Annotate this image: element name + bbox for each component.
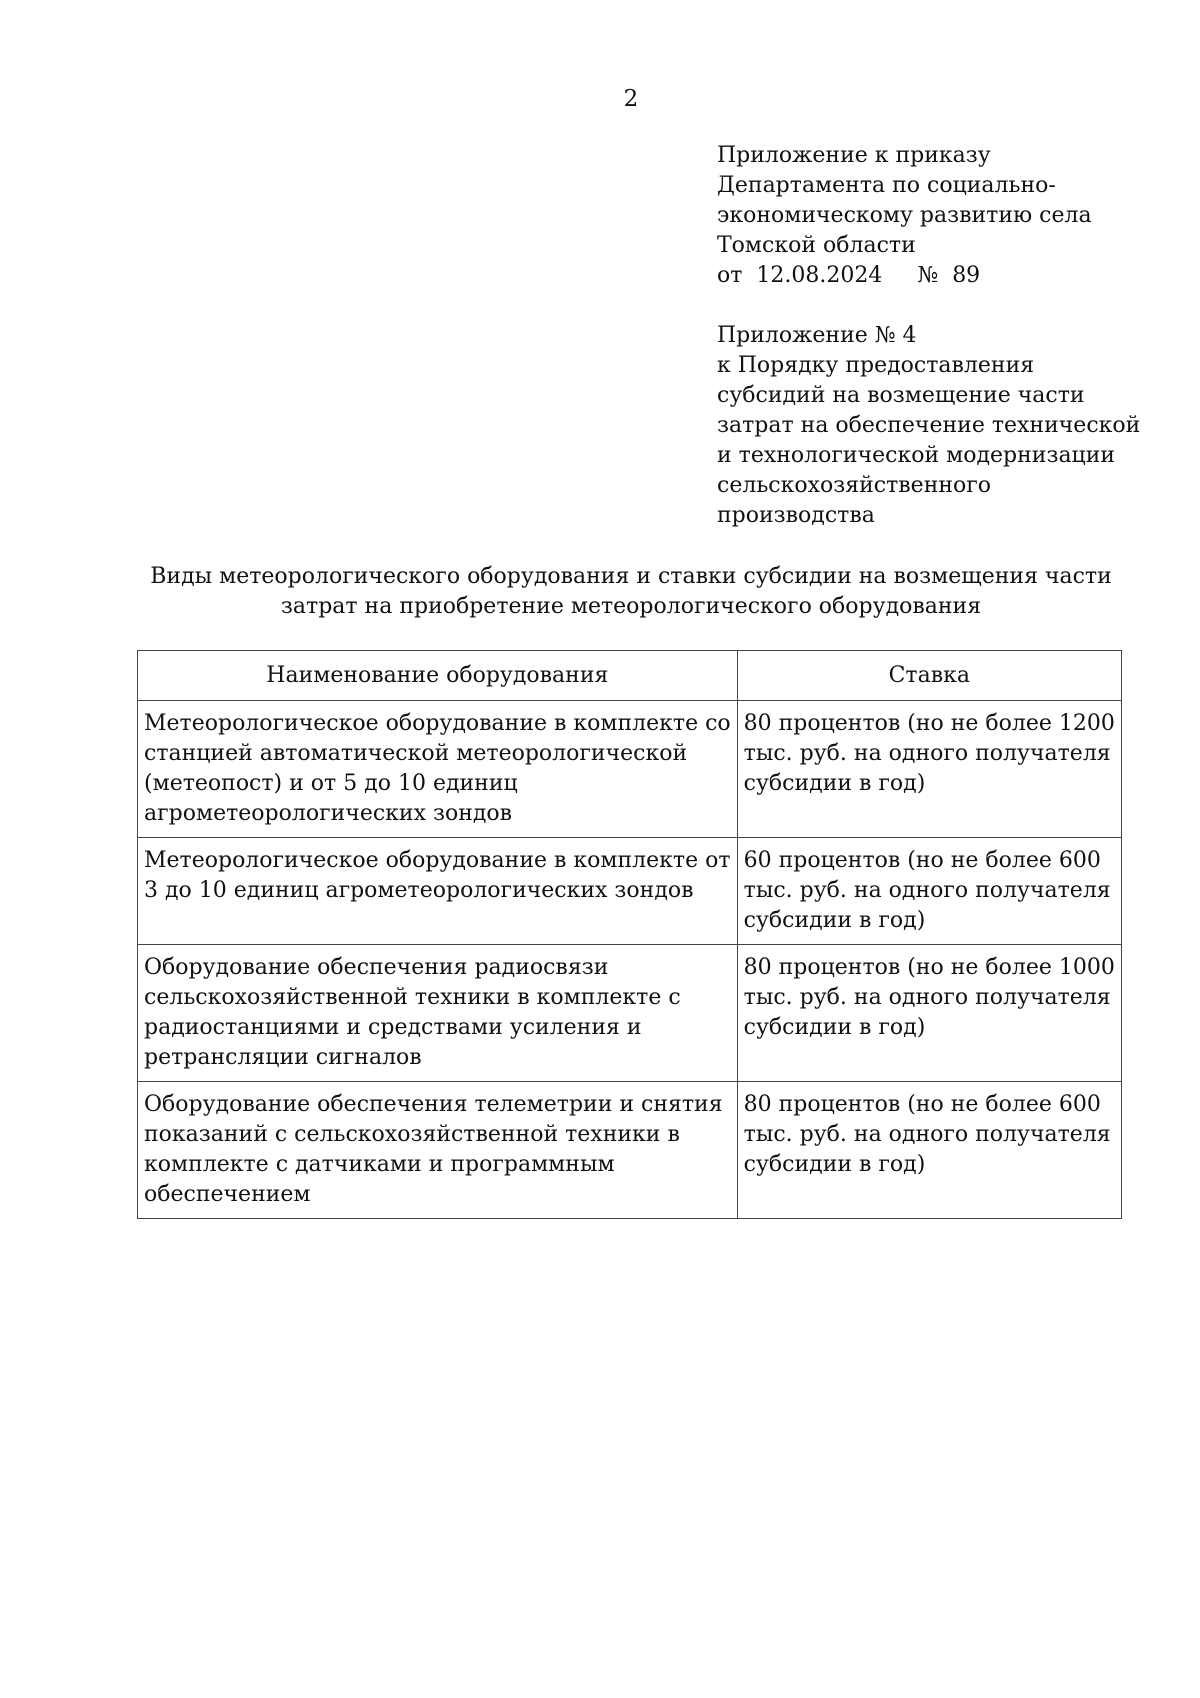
table-row — [138, 838, 1122, 945]
equipment-name-cell — [138, 701, 738, 838]
rate-cell — [737, 701, 1121, 838]
rate-cell — [737, 1082, 1121, 1219]
cell-line: 3 до 10 единиц агрометеорологических зондов — [144, 878, 694, 903]
cell-line: тыс. руб. на одного получателя — [743, 985, 1111, 1010]
appendix-line: субсидий на возмещение части — [717, 383, 1085, 408]
cell-line: ретрансляции сигналов — [144, 1045, 422, 1070]
cell-line: Оборудование обеспечения телеметрии и снятия — [144, 1092, 723, 1117]
cell-line: субсидии в год) — [743, 908, 926, 933]
order-number-sign: № — [917, 263, 939, 288]
table-row — [138, 1082, 1122, 1219]
cell-line: агрометеорологических зондов — [144, 801, 513, 826]
appendix-line: и технологической модернизации — [717, 443, 1116, 468]
cell-line: станцией автоматической метеорологической — [144, 741, 688, 766]
cell-line: комплекте с датчиками и программным — [144, 1152, 615, 1177]
appendix-line: Приложение № 4 — [717, 323, 917, 348]
cell-line: 80 процентов (но не более 1200 — [743, 711, 1115, 736]
table-row — [138, 701, 1122, 838]
appendix-line: к Порядку предоставления — [717, 353, 1035, 378]
appendix-block — [717, 321, 1187, 531]
appendix-line: производства — [717, 503, 875, 528]
title-line: затрат на приобретение метеорологического оборудования — [280, 594, 982, 619]
order-attachment-line: экономическому развитию села — [717, 203, 1092, 228]
cell-line: обеспечением — [144, 1182, 311, 1207]
table-row — [138, 945, 1122, 1082]
title-line: Виды метеорологического оборудования и ставки субсидии на возмещения части — [150, 564, 1112, 589]
equipment-name-cell — [138, 1082, 738, 1219]
cell-line: субсидии в год) — [743, 771, 926, 796]
cell-line: сельскохозяйственной техники в комплекте с — [144, 985, 681, 1010]
appendix-line: сельскохозяйственного — [717, 473, 992, 498]
cell-line: тыс. руб. на одного получателя — [743, 741, 1111, 766]
cell-line: радиостанциями и средствами усиления и — [144, 1015, 642, 1040]
equipment-name-cell — [138, 945, 738, 1082]
order-attachment-block — [717, 141, 1187, 291]
cell-line: субсидии в год) — [743, 1015, 926, 1040]
rate-cell — [737, 945, 1121, 1082]
cell-line: (метеопост) и от 5 до 10 единиц — [144, 771, 518, 796]
equipment-name-cell — [138, 838, 738, 945]
cell-line: Оборудование обеспечения радиосвязи — [144, 955, 609, 980]
order-date-prefix: от — [717, 263, 743, 288]
order-attachment-line: Приложение к приказу — [717, 143, 991, 168]
order-date-line — [717, 261, 1187, 291]
document-title — [120, 562, 1142, 622]
header-rate: Ставка — [737, 651, 1121, 701]
cell-line: 80 процентов (но не более 1000 — [743, 955, 1115, 980]
appendix-line: затрат на обеспечение технической — [717, 413, 1141, 438]
cell-line: субсидии в год) — [743, 1152, 926, 1177]
rate-cell — [737, 838, 1121, 945]
cell-line: показаний с сельскохозяйственной техники в — [144, 1122, 680, 1147]
order-number: 89 — [952, 263, 981, 288]
cell-line: 60 процентов (но не более 600 — [743, 848, 1101, 873]
cell-line: Метеорологическое оборудование в комплекте от — [144, 848, 731, 873]
cell-line: 80 процентов (но не более 600 — [743, 1092, 1101, 1117]
header-equipment-name: Наименование оборудования — [138, 651, 738, 701]
order-attachment-line: Департамента по социально- — [717, 173, 1056, 198]
cell-line: тыс. руб. на одного получателя — [743, 1122, 1111, 1147]
page-number: 2 — [623, 86, 639, 112]
order-date: 12.08.2024 — [756, 263, 883, 288]
equipment-rates-table — [137, 650, 1122, 1219]
table-header-row — [138, 651, 1122, 701]
cell-line: Метеорологическое оборудование в комплекте со — [144, 711, 731, 736]
cell-line: тыс. руб. на одного получателя — [743, 878, 1111, 903]
order-attachment-line: Томской области — [717, 233, 916, 258]
